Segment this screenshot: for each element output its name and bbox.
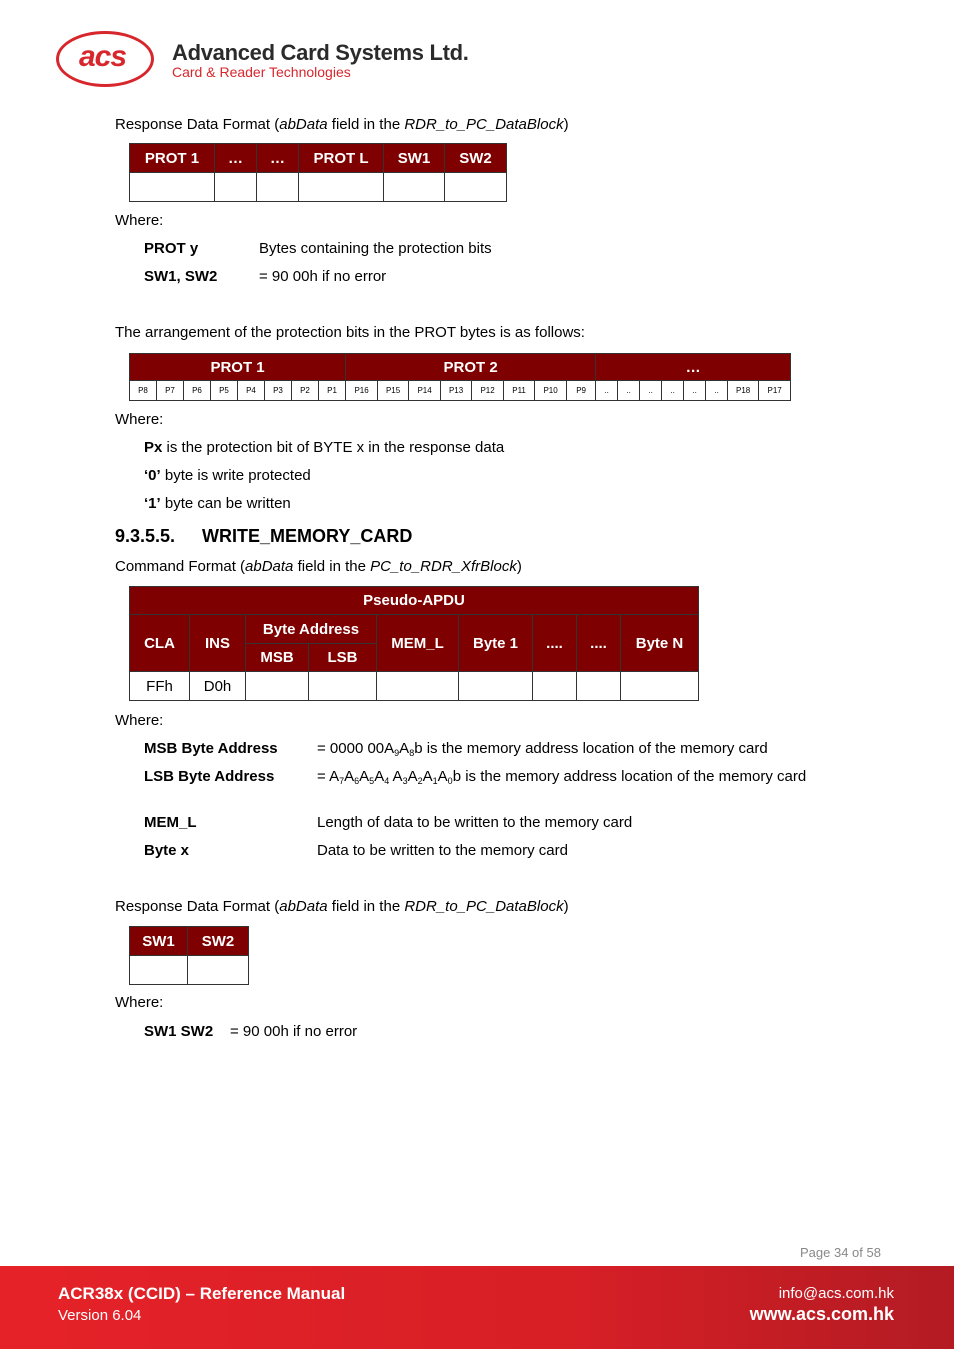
header-sw1: SW1	[130, 927, 188, 956]
header-byte1: Byte 1	[459, 615, 533, 672]
term-sw1-sw2: SW1, SW2	[144, 268, 218, 285]
header-dots: ....	[533, 615, 577, 672]
zero-definition: ‘0’ byte is write protected	[144, 467, 311, 484]
header-ellipsis: …	[215, 144, 257, 173]
header-lsb: LSB	[309, 644, 377, 672]
response-format-heading: Response Data Format (abData field in the RDR_to_PC_DataBlock)	[115, 898, 569, 915]
term-mem-l: MEM_L	[144, 814, 197, 831]
footer-email: info@acs.com.hk	[778, 1285, 894, 1302]
protection-bit-cell: ..	[596, 381, 618, 401]
empty-cell	[130, 956, 188, 985]
protection-bit-cell: ..	[640, 381, 662, 401]
protection-bit-cell: P13	[441, 381, 472, 401]
desc-sw1-sw2: = 90 00h if no error	[259, 268, 387, 285]
footer-website: www.acs.com.hk	[749, 1304, 894, 1324]
footer-title: ACR38x (CCID) – Reference Manual	[58, 1284, 346, 1303]
empty-cell	[533, 672, 577, 701]
protection-bit-cell: P1	[319, 381, 346, 401]
header-mem-l: MEM_L	[377, 615, 459, 672]
response-table-1	[129, 143, 507, 202]
empty-cell	[246, 672, 309, 701]
px-definition: Px is the protection bit of BYTE x in the response data	[144, 439, 505, 456]
protection-bit-cell: P8	[130, 381, 157, 401]
empty-cell	[577, 672, 621, 701]
response-format-heading: Response Data Format (abData field in the RDR_to_PC_DataBlock)	[115, 116, 569, 133]
header-prot1: PROT 1	[130, 144, 215, 173]
protection-bits-table	[129, 353, 791, 401]
protection-bit-cell: P14	[409, 381, 441, 401]
ins-value: D0h	[190, 672, 246, 701]
empty-cell	[130, 173, 215, 202]
where-label: Where:	[115, 212, 164, 229]
empty-cell	[445, 173, 507, 202]
cla-value: FFh	[130, 672, 190, 701]
protection-bit-cell: P9	[567, 381, 596, 401]
header-msb: MSB	[246, 644, 309, 672]
empty-cell	[459, 672, 533, 701]
where-label: Where:	[115, 994, 164, 1011]
header-byte-address: Byte Address	[246, 615, 377, 644]
protection-bit-cell: P17	[759, 381, 791, 401]
empty-cell	[384, 173, 445, 202]
header-sw1: SW1	[384, 144, 445, 173]
protection-bit-cell: P2	[292, 381, 319, 401]
protection-bit-cell: ..	[662, 381, 684, 401]
protection-bit-cell: P4	[238, 381, 265, 401]
term-prot-y: PROT y	[144, 240, 199, 257]
term-lsb-byte-address: LSB Byte Address	[144, 768, 275, 785]
pseudo-apdu-header: Pseudo-APDU	[130, 587, 699, 615]
where-label: Where:	[115, 712, 164, 729]
company-name: Advanced Card Systems Ltd.	[172, 40, 469, 65]
protection-bit-cell: P18	[728, 381, 759, 401]
response-table-2	[129, 926, 249, 985]
protection-bit-cell: ..	[684, 381, 706, 401]
protection-bit-cell: P11	[504, 381, 535, 401]
term-sw1-sw2: SW1 SW2	[144, 1023, 214, 1040]
protection-bit-cell: ..	[706, 381, 728, 401]
page-number: Page 34 of 58	[800, 1245, 881, 1260]
protection-bit-cell: P7	[157, 381, 184, 401]
group-ellipsis: …	[596, 354, 791, 381]
protection-bit-cell: P15	[378, 381, 409, 401]
term-msb-byte-address: MSB Byte Address	[144, 740, 278, 757]
command-apdu-table	[129, 586, 699, 701]
empty-cell	[215, 173, 257, 202]
group-prot1: PROT 1	[130, 354, 346, 381]
header-cla: CLA	[130, 615, 190, 672]
desc-mem-l: Length of data to be written to the memory card	[317, 814, 633, 831]
empty-cell	[309, 672, 377, 701]
protection-bit-cell: P5	[211, 381, 238, 401]
header-protl: PROT L	[299, 144, 384, 173]
protection-bit-cell: P10	[535, 381, 567, 401]
protection-bit-cell: P3	[265, 381, 292, 401]
header-ins: INS	[190, 615, 246, 672]
acs-logo: acs	[79, 40, 127, 73]
desc-lsb-byte-address: = $A_7A_6A_5A_4$ $A_3A_2A_1A_0b$ is the memory address location of the memory card	[317, 768, 807, 786]
empty-cell	[621, 672, 699, 701]
footer-bar	[0, 1266, 954, 1349]
empty-cell	[377, 672, 459, 701]
protection-bit-cell: P6	[184, 381, 211, 401]
header-byten: Byte N	[621, 615, 699, 672]
desc-prot-y: Bytes containing the protection bits	[259, 240, 492, 257]
desc-msb-byte-address: = 0000 $00A_9A_8b$ is the memory address location of the memory card	[317, 740, 768, 758]
desc-byte-x: Data to be written to the memory card	[317, 842, 568, 859]
empty-cell	[257, 173, 299, 202]
header-dots: ....	[577, 615, 621, 672]
protection-bit-cell: P12	[472, 381, 504, 401]
empty-cell	[299, 173, 384, 202]
term-byte-x: Byte x	[144, 842, 190, 859]
protection-bit-cell: P16	[346, 381, 378, 401]
protection-bit-cell: ..	[618, 381, 640, 401]
header-sw2: SW2	[445, 144, 507, 173]
footer-version: Version 6.04	[58, 1307, 142, 1324]
one-definition: ‘1’ byte can be written	[144, 495, 291, 512]
command-format-heading: Command Format (abData field in the PC_to_RDR_XfrBlock)	[115, 558, 522, 575]
section-heading: 9.3.5.5. WRITE_MEMORY_CARD	[115, 526, 413, 546]
arrangement-text: The arrangement of the protection bits in the PROT bytes is as follows:	[115, 324, 585, 341]
group-prot2: PROT 2	[346, 354, 596, 381]
header-ellipsis: …	[257, 144, 299, 173]
company-tagline: Card & Reader Technologies	[172, 64, 351, 80]
header-sw2: SW2	[188, 927, 249, 956]
desc-sw1-sw2: = 90 00h if no error	[230, 1023, 358, 1040]
where-label: Where:	[115, 411, 164, 428]
empty-cell	[188, 956, 249, 985]
